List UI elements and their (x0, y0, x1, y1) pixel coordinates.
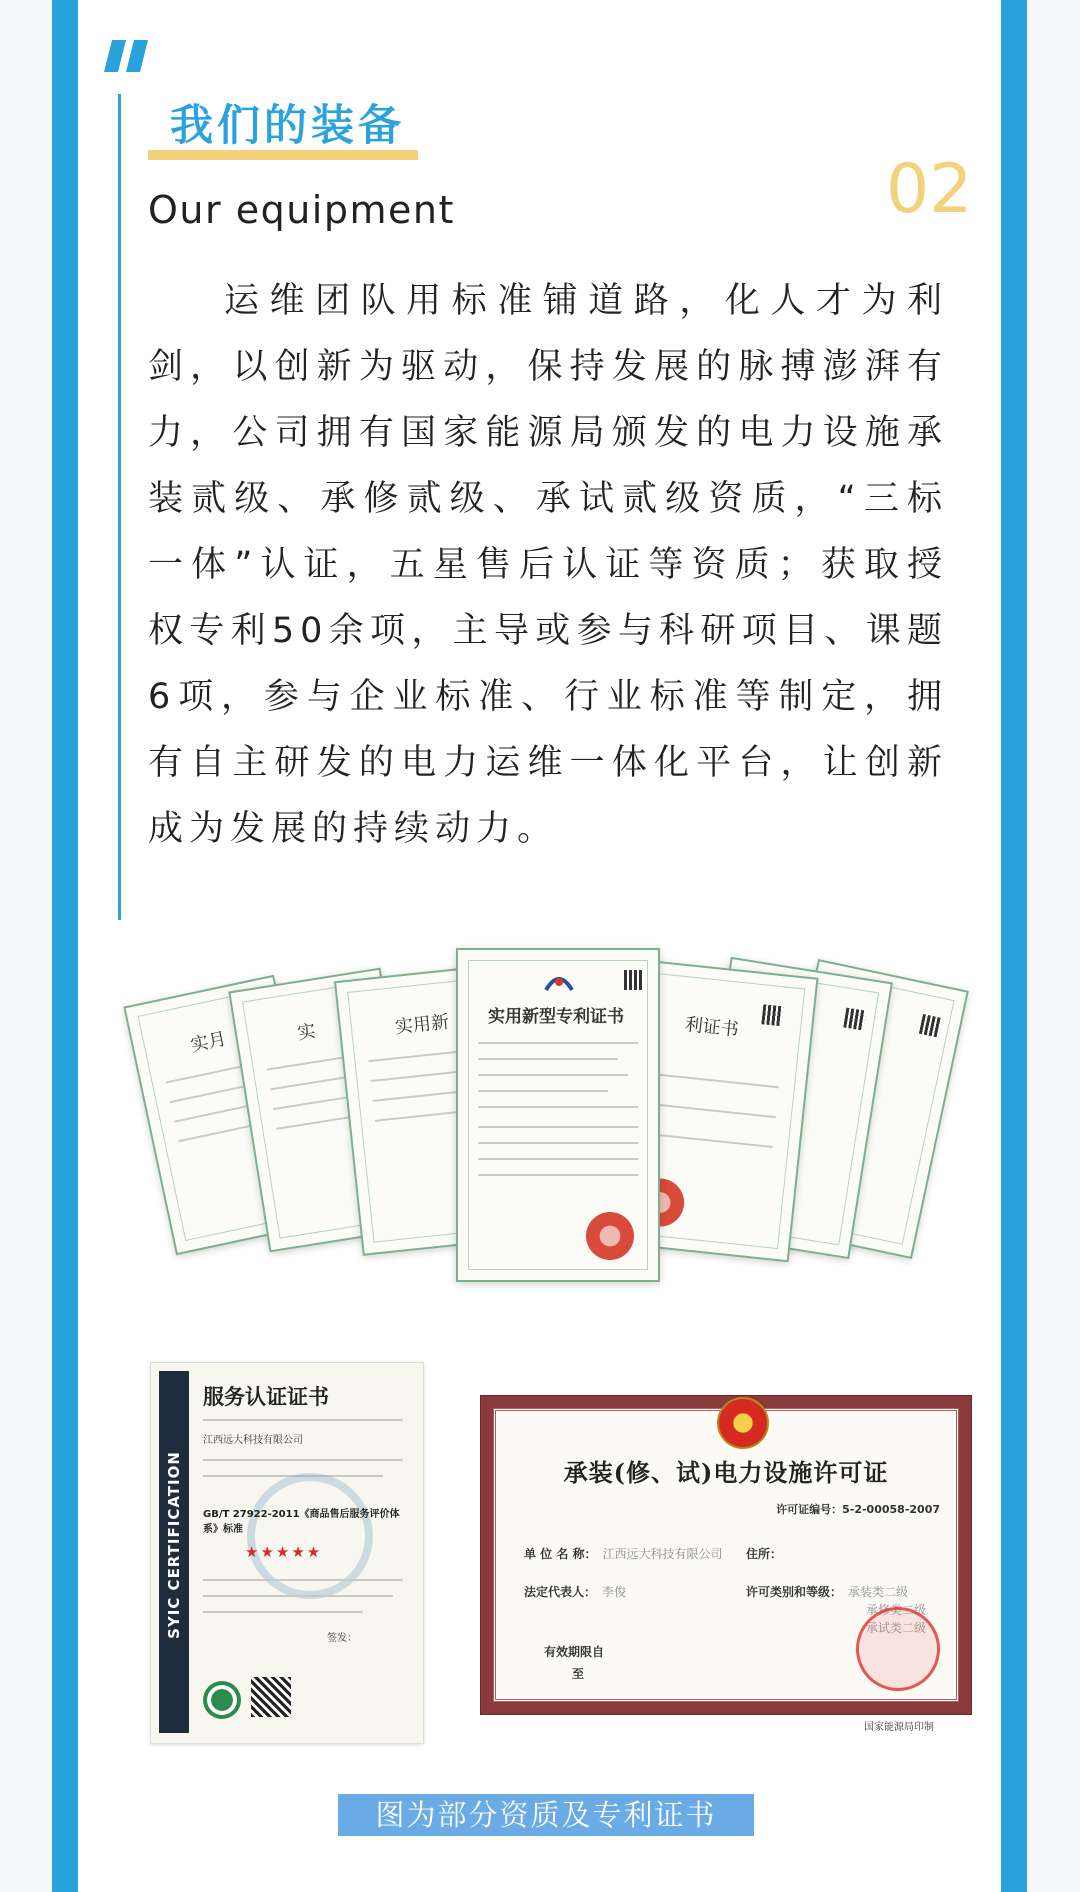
service-cert-qr-code (251, 1677, 291, 1717)
license-issuer-footer: 国家能源局印制 (864, 1722, 934, 1733)
license-category-label: 许可类别和等级： (746, 1585, 843, 1599)
section-subtitle: Our equipment (148, 188, 455, 232)
service-cert-sign-label: 签发： (327, 1633, 357, 1644)
patent-card-center (456, 948, 660, 1282)
national-emblem-icon (717, 1397, 769, 1449)
license-address-label: 住所： (746, 1547, 783, 1561)
section-title: 我们的装备 (170, 101, 405, 151)
service-cert-company: 江西远大科技有限公司 (203, 1435, 303, 1446)
license-category-value-2-text: 承修类二级 (866, 1603, 927, 1617)
license-frame (493, 1408, 959, 1702)
patent-card-title: 利证书 (683, 1014, 740, 1041)
section-body-text: 运维团队用标准铺道路，化人才为利剑，以创新为驱动，保持发展的脉搏澎湃有力，公司拥有国家能源局颁发的电力设施承装贰级、承修贰级、承试贰级资质，“三标一体”认证，五星售后认证等资质；获取授权专利50余项，主导或参与科研项目、课题6项，参与企业标准、行业标准等制定，拥有自主研发的电力运维一体化平台，让创新成为发展的持续动力。 (148, 281, 948, 849)
service-cert-stars: ★★★★★ (245, 1543, 323, 1561)
section-number: 02 (886, 150, 973, 229)
license-unit-label: 单 位 名 称： (524, 1547, 597, 1561)
license-number: 许可证编号：5-2-00058-2007 (776, 1503, 940, 1516)
right-border-bar (1001, 0, 1027, 1892)
patent-card-title: 实用新型专利证书 (488, 1007, 624, 1027)
license-validity-label: 有效期限自 (544, 1645, 605, 1659)
patent-certificates-image (148, 948, 972, 1308)
license-validity-to: 至 (572, 1667, 585, 1681)
patent-card-title: 实 (296, 1020, 318, 1045)
left-border-bar (52, 0, 78, 1892)
service-cert-sidebar (159, 1371, 189, 1733)
service-cert-standard: GB/T 27922-2011《商品售后服务评价体系》标准 (203, 1509, 400, 1535)
license-category-value-3-text: 承试类二级 (866, 1621, 927, 1635)
section-vertical-rule (118, 94, 121, 920)
license-unit-value: 江西远大科技有限公司 (602, 1547, 723, 1561)
license-title: 承装(修、试)电力设施许可证 (563, 1458, 889, 1487)
license-category-value-1: 承装类二级 (848, 1585, 909, 1599)
power-facility-license-image (480, 1395, 972, 1715)
service-cert-title: 服务认证证书 (203, 1384, 329, 1409)
quote-mark-icon (104, 38, 150, 74)
patent-seal (586, 1212, 634, 1260)
service-certificate-image (150, 1362, 424, 1744)
license-category-row (746, 1583, 908, 1600)
patent-logo-icon (544, 968, 574, 992)
section-heading (148, 96, 418, 162)
license-legal-row (524, 1583, 626, 1600)
patent-card-title: 实用新 (394, 1011, 451, 1039)
certification-logo-icon (203, 1681, 241, 1719)
license-seal (856, 1607, 940, 1691)
service-cert-side-text: SYIC CERTIFICATION (165, 1451, 183, 1639)
license-legal-label: 法定代表人： (524, 1585, 597, 1599)
patent-qr-code (624, 970, 644, 990)
license-legal-value: 李俊 (602, 1585, 627, 1599)
image-caption: 图为部分资质及专利证书 (338, 1794, 754, 1836)
license-unit-row (524, 1545, 723, 1562)
patent-card-title: 实月 (188, 1028, 229, 1057)
